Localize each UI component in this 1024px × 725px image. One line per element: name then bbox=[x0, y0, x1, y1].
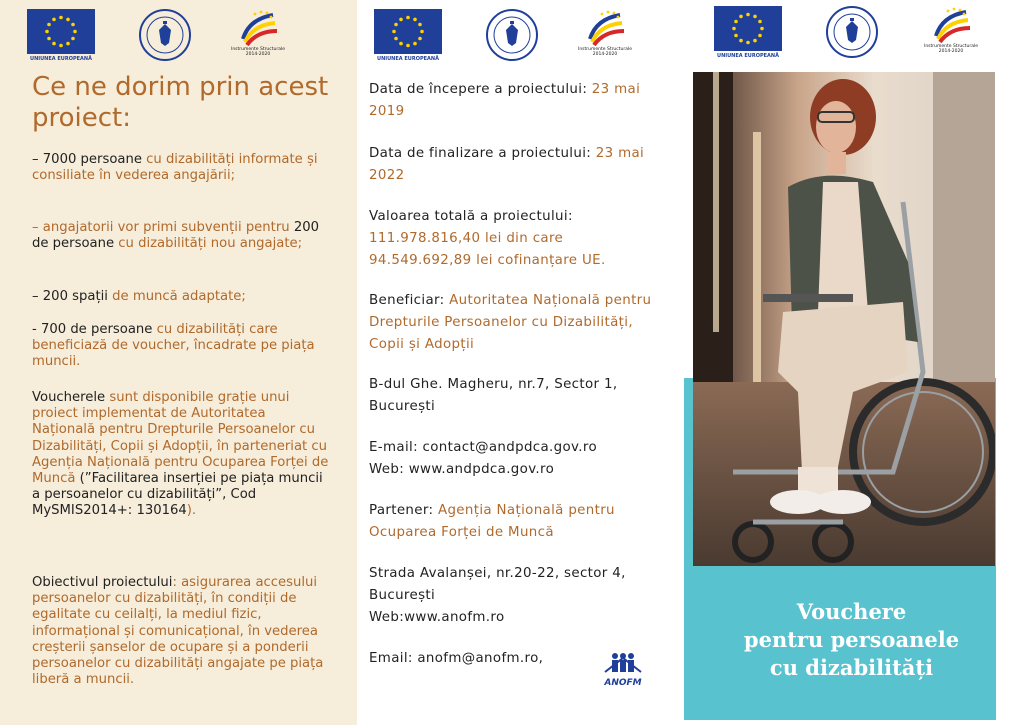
panel-cover bbox=[679, 0, 1024, 725]
government-seal-icon bbox=[486, 9, 538, 61]
anofm-people-icon bbox=[601, 652, 645, 674]
logo-strip-3 bbox=[714, 6, 978, 59]
partner-address: Strada Avalanșei, nr.20-22, sector 4, București bbox=[369, 566, 626, 603]
start-date bbox=[369, 79, 669, 123]
structural-instruments-logo-2 bbox=[578, 9, 632, 57]
partner-email: Email: anofm@anofm.ro, bbox=[369, 651, 544, 666]
objective-body: : asigurarea accesului persoanelor cu dizabilități, în condiții de egalitate cu ceilalți, la mediul fizic, informațional și comunicațional, în vederea creșterii șanselor de ocupare și a ponderii persoanelor cu dizabilități angajate pe piața liberă a muncii. bbox=[32, 575, 324, 688]
objective-lead: Obiectivul proiectului bbox=[32, 575, 173, 590]
panel-project-info bbox=[357, 0, 679, 725]
eu-flag-icon bbox=[374, 9, 442, 54]
vouchers-lead: Voucherele bbox=[32, 390, 110, 405]
end-date-label: Data de finalizare a proiectului: bbox=[369, 146, 596, 161]
eu-caption-2: UNIUNEA EUROPEANĂ bbox=[377, 56, 439, 62]
project-value bbox=[369, 206, 669, 272]
government-seal-icon bbox=[826, 6, 878, 58]
goal-item-3-lead: – 200 spații bbox=[32, 289, 113, 304]
vouchers-project-code: (”Facilitarea inserției pe piața muncii a persoanelor cu dizabilități”, Cod MySMIS2014+: 130164 bbox=[32, 471, 323, 519]
beneficiary-label: Beneficiar: bbox=[369, 293, 450, 308]
beneficiary-email: E-mail: contact@andpdca.gov.ro bbox=[369, 440, 598, 455]
partner-label: Partener: bbox=[369, 503, 438, 518]
cover-title bbox=[679, 598, 1024, 682]
goal-item-4 bbox=[32, 322, 332, 371]
goal-item-1 bbox=[32, 152, 332, 184]
cover-title-line-3: cu dizabilități bbox=[769, 655, 934, 680]
objective-paragraph bbox=[32, 575, 332, 688]
structural-instruments-caption-2: 2014-2020 bbox=[592, 52, 618, 57]
structural-instruments-icon bbox=[930, 6, 972, 44]
beneficiary-name: Autoritatea Națională pentru Drepturile Persoanelor cu Dizabilități, Copii și Adopții bbox=[369, 293, 652, 352]
government-seal-icon bbox=[139, 9, 191, 61]
partner-name: Agenția Națională pentru Ocuparea Forței de Muncă bbox=[369, 503, 615, 540]
anofm-logo-text: ANOFM bbox=[604, 678, 642, 688]
vouchers-paragraph bbox=[32, 390, 332, 520]
eu-logo bbox=[27, 9, 95, 62]
woman-in-wheelchair-photo-icon bbox=[693, 72, 995, 566]
goal-item-2-count: 200 de persoane bbox=[32, 220, 319, 252]
goals-title: Ce ne dorim prin acest proiect: bbox=[32, 72, 329, 133]
cover-title-line-1: Vouchere bbox=[796, 599, 907, 624]
goal-item-2-rest: cu dizabilități nou angajate; bbox=[118, 236, 303, 252]
end-date bbox=[369, 143, 669, 187]
logo-strip-2 bbox=[374, 9, 632, 62]
goal-item-3-rest: de muncă adaptate; bbox=[112, 289, 246, 304]
partner-web: Web:www.anofm.ro bbox=[369, 610, 505, 625]
vouchers-body: sunt disponibile grație unui proiect implementat de Autoritatea Națională pentru Drepturile Persoanelor cu Dizabilități, Copii și Adopții, în parteneriat cu Agenția Națională pentru Ocuparea Forței de Muncă bbox=[32, 390, 329, 487]
cover-photo bbox=[693, 72, 995, 566]
partner bbox=[369, 500, 669, 544]
eu-caption-3: UNIUNEA EUROPEANĂ bbox=[717, 53, 779, 59]
goal-item-2-lead: – angajatorii vor primi subvenții pentru bbox=[32, 220, 294, 235]
goal-item-3 bbox=[32, 289, 332, 305]
eu-logo-2 bbox=[374, 9, 442, 62]
structural-instruments-logo bbox=[231, 9, 285, 57]
anofm-logo bbox=[601, 652, 645, 686]
beneficiary-address: B-dul Ghe. Magheru, nr.7, Sector 1, București bbox=[369, 377, 618, 414]
structural-instruments-caption-1: Instrumente Structurale bbox=[578, 47, 632, 52]
cover-title-line-2: pentru persoanele bbox=[743, 627, 960, 652]
eu-flag-icon bbox=[27, 9, 95, 54]
logo-strip bbox=[27, 9, 285, 62]
goal-item-2 bbox=[32, 220, 332, 252]
beneficiary-web: Web: www.andpdca.gov.ro bbox=[369, 462, 555, 477]
eu-caption: UNIUNEA EUROPEANĂ bbox=[30, 56, 92, 62]
structural-instruments-caption-2: 2014-2020 bbox=[938, 49, 964, 54]
structural-instruments-icon bbox=[237, 9, 279, 47]
structural-instruments-caption-1: Instrumente Structurale bbox=[924, 44, 978, 49]
beneficiary bbox=[369, 290, 669, 356]
vouchers-end: ). bbox=[186, 503, 197, 519]
project-value-amount: 111.978.816,40 lei din care 94.549.692,89 lei cofinanțare UE. bbox=[369, 231, 606, 268]
structural-instruments-logo-3 bbox=[924, 6, 978, 54]
start-date-value: 23 mai 2019 bbox=[369, 82, 641, 119]
eu-logo-3 bbox=[714, 6, 782, 59]
eu-flag-icon bbox=[714, 6, 782, 51]
goal-item-4-rest: cu dizabilități care beneficiază de voucher, încadrate pe piața muncii. bbox=[32, 322, 315, 370]
goal-item-1-lead: – 7000 persoane bbox=[32, 152, 147, 167]
start-date-label: Data de începere a proiectului: bbox=[369, 82, 592, 97]
goal-item-1-rest: cu dizabilități informate și consiliate în vederea angajării; bbox=[32, 152, 318, 184]
structural-instruments-caption-2: 2014-2020 bbox=[245, 52, 271, 57]
project-value-label: Valoarea totală a proiectului: bbox=[369, 209, 573, 224]
goal-item-4-lead: - 700 de persoane bbox=[32, 322, 157, 337]
end-date-value: 23 mai 2022 bbox=[369, 146, 645, 183]
structural-instruments-caption-1: Instrumente Structurale bbox=[231, 47, 285, 52]
panel-goals bbox=[0, 0, 357, 725]
structural-instruments-icon bbox=[584, 9, 626, 47]
